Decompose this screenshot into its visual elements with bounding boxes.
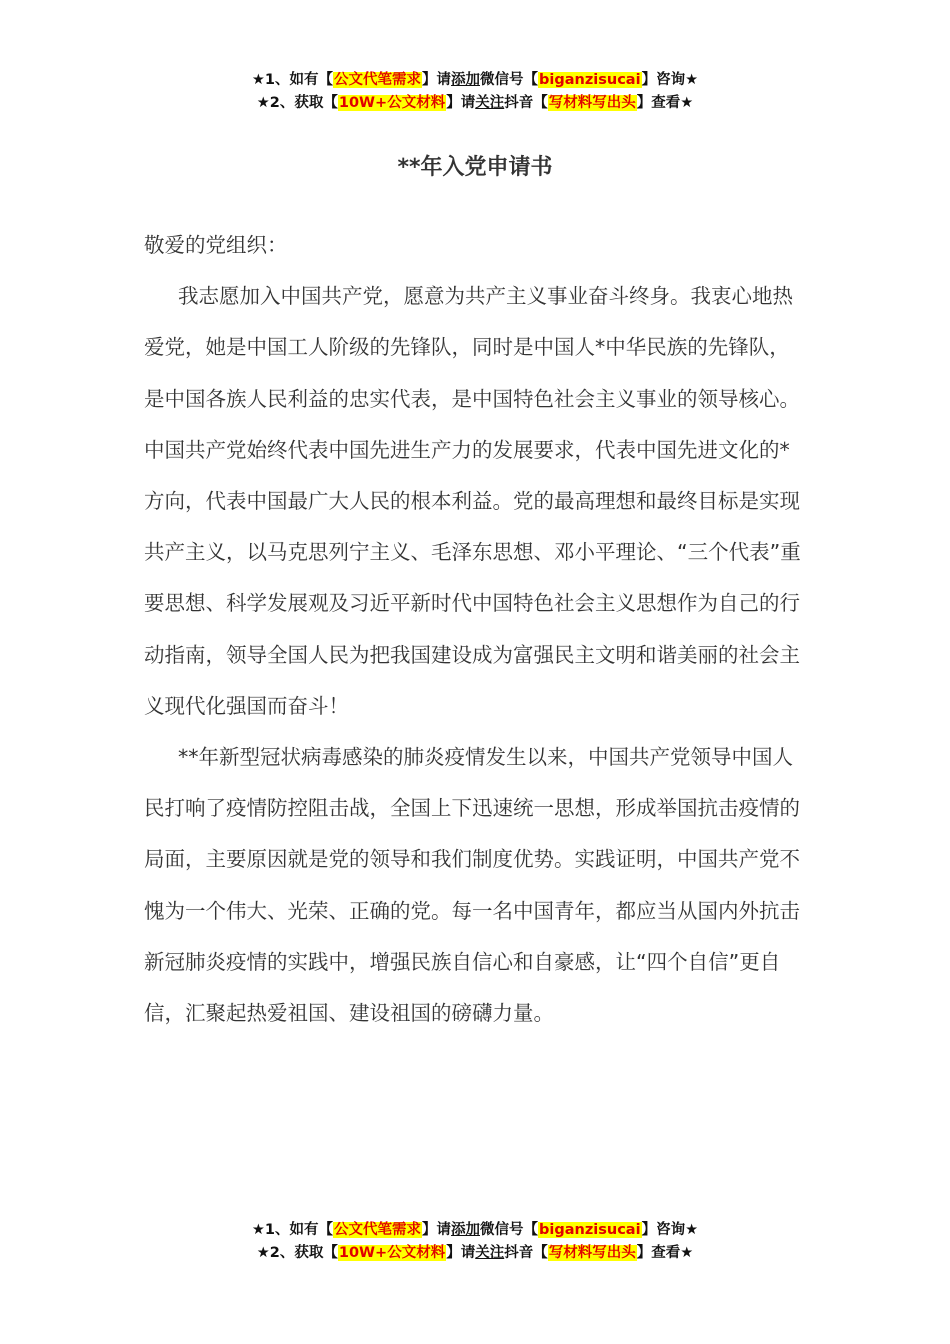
banner-text: 】咨询★ (641, 72, 699, 88)
banner-text: 】请 (422, 72, 452, 88)
banner-text: ★1、如有【 (251, 72, 334, 88)
banner-text: 】查看★ (636, 1245, 694, 1261)
document-body (144, 220, 808, 1039)
banner-line-2 (0, 92, 950, 115)
banner-text: ★2、获取【 (256, 1245, 338, 1261)
banner-text: 微信号【 (480, 72, 539, 88)
header-banner (0, 69, 950, 115)
banner-line-2 (0, 1242, 950, 1265)
footer-banner (0, 1219, 950, 1265)
banner-underline: 添加 (451, 72, 481, 88)
salutation: 敬爱的党组织： (144, 233, 288, 257)
banner-text: 微信号【 (480, 1222, 539, 1238)
banner-highlight-materials: 10W+公文材料 (338, 1245, 446, 1261)
banner-highlight-service: 公文代笔需求 (334, 1222, 422, 1238)
banner-highlight-douyin: 写材料写出头 (548, 95, 636, 111)
document-title: **年入党申请书 (397, 155, 553, 180)
banner-underline: 关注 (475, 1245, 505, 1261)
body-paragraph-1: 我志愿加入中国共产党，愿意为共产主义事业奋斗终身。我衷心地热爱党，她是中国工人阶级的先锋队，同时是中国人*中华民族的先锋队，是中国各族人民利益的忠实代表，是中国特色社会主义事业的领导核心。中国共产党始终代表中国先进生产力的发展要求，代表中国先进文化的*方向，代表中国最广大人民的根本利益。党的最高理想和最终目标是实现共产主义，以马克思列宁主义、毛泽东思想、邓小平理论、“三个代表”重要思想、科学发展观及习近平新时代中国特色社会主义思想作为自己的行动指南，领导全国人民为把我国建设成为富强民主文明和谐美丽的社会主义现代化强国而奋斗！ (144, 284, 801, 718)
banner-text: 】请 (422, 1222, 452, 1238)
banner-underline: 添加 (451, 1222, 481, 1238)
banner-highlight-wechat: biganzisucai (539, 1222, 641, 1238)
banner-text: 】请 (446, 95, 476, 111)
banner-text: 】咨询★ (641, 1222, 699, 1238)
banner-line-1 (0, 1219, 950, 1242)
banner-highlight-wechat: biganzisucai (539, 72, 641, 88)
banner-highlight-materials: 10W+公文材料 (338, 95, 446, 111)
banner-text: ★2、获取【 (256, 95, 338, 111)
banner-underline: 关注 (475, 95, 505, 111)
banner-text: ★1、如有【 (251, 1222, 334, 1238)
body-paragraph-2: **年新型冠状病毒感染的肺炎疫情发生以来，中国共产党领导中国人民打响了疫情防控阻击战，全国上下迅速统一思想，形成举国抗击疫情的局面，主要原因就是党的领导和我们制度优势。实践证明，中国共产党不愧为一个伟大、光荣、正确的党。每一名中国青年，都应当从国内外抗击新冠肺炎疫情的实践中，增强民族自信心和自豪感，让“四个自信”更自信，汇聚起热爱祖国、建设祖国的磅礴力量。 (144, 745, 800, 1026)
banner-highlight-service: 公文代笔需求 (334, 72, 422, 88)
banner-text: 抖音【 (504, 1245, 548, 1261)
banner-text: 抖音【 (504, 95, 548, 111)
banner-text: 】查看★ (636, 95, 694, 111)
banner-text: 】请 (446, 1245, 476, 1261)
banner-highlight-douyin: 写材料写出头 (548, 1245, 636, 1261)
banner-line-1 (0, 69, 950, 92)
